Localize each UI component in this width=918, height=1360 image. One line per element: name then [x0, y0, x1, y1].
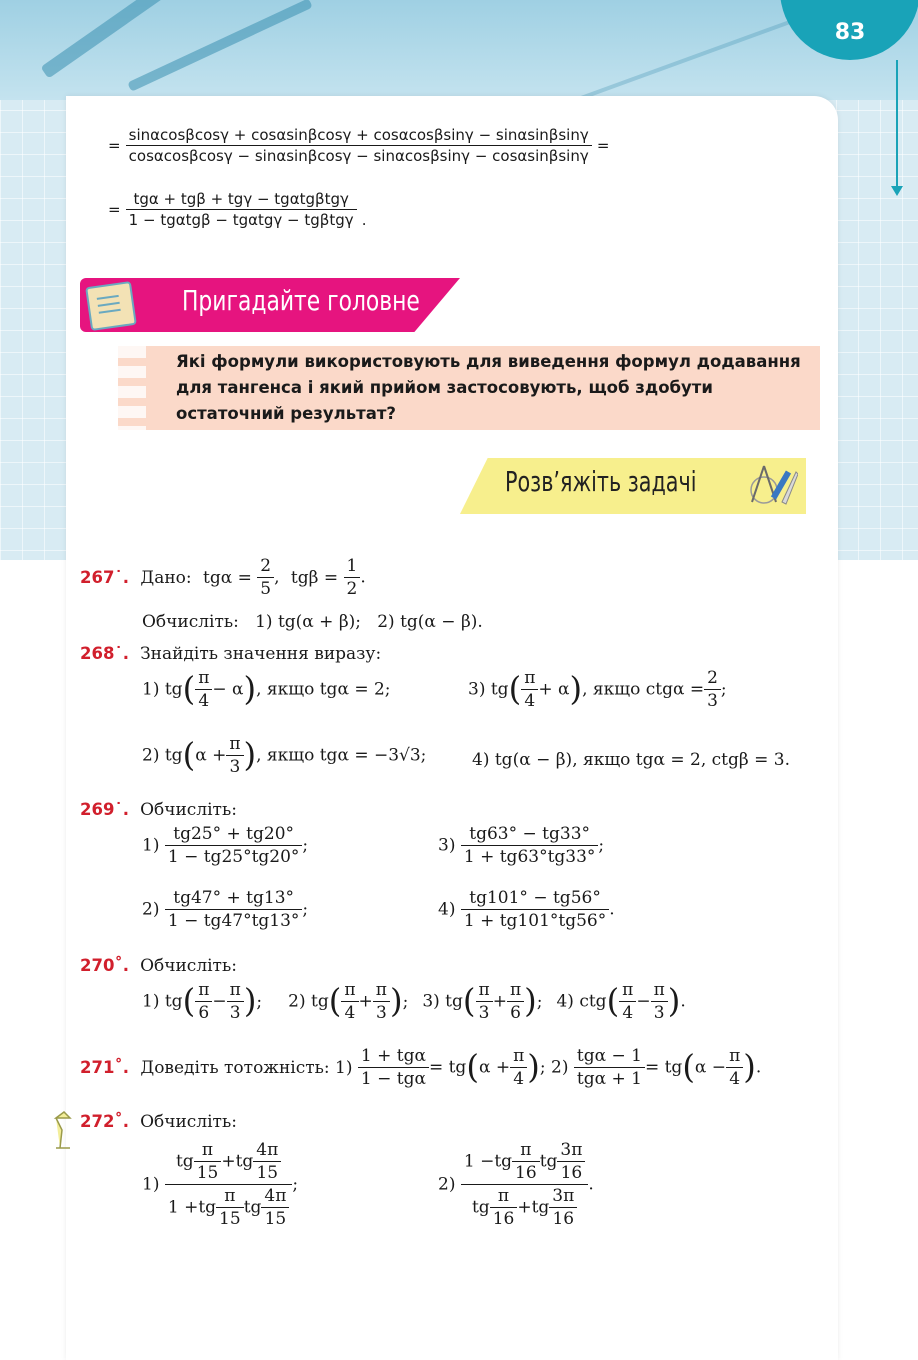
fraction-numerator	[165, 1140, 293, 1185]
problem-268-item-3	[468, 668, 727, 711]
fraction-numerator: 1	[344, 556, 361, 578]
problem-270-items	[142, 980, 686, 1023]
period: .	[609, 899, 615, 920]
fraction-denominator: 6	[510, 1003, 521, 1023]
fraction-numerator: 4π	[261, 1186, 289, 1208]
semicolon: ;	[292, 1174, 299, 1195]
math-text: tg	[243, 1197, 262, 1218]
derivation-fraction-1	[126, 126, 592, 165]
paren-left: (	[466, 1048, 479, 1087]
problem-268-item-4: 4) tg(α − β), якщо tgα = 2, ctgβ = 3.	[472, 750, 790, 770]
problem-number: 272˚.	[80, 1112, 129, 1131]
paren-right: )	[569, 670, 583, 709]
fraction	[512, 1140, 540, 1183]
derivation-fraction-2	[126, 190, 357, 229]
item-label: 1) tg	[142, 991, 183, 1012]
fraction	[358, 1046, 429, 1089]
math-text: tgα =	[203, 567, 252, 588]
fraction-numerator: π	[521, 668, 538, 690]
semicolon: ;	[720, 679, 727, 700]
problem-268-item-2	[142, 734, 426, 777]
fraction-denominator	[165, 1185, 293, 1229]
fraction-numerator: π	[341, 980, 358, 1002]
fraction-numerator: π	[510, 1046, 527, 1068]
fraction-numerator: 2	[257, 556, 274, 578]
fraction-denominator: 16	[552, 1209, 575, 1229]
paren-right: )	[524, 982, 537, 1021]
math-text: tg	[175, 1151, 194, 1172]
side-arrow-line	[896, 60, 898, 190]
comma: ,	[274, 567, 280, 588]
fraction	[373, 980, 390, 1023]
math-text: tg	[531, 1197, 550, 1218]
math-text: tg	[539, 1151, 558, 1172]
fraction	[261, 1186, 289, 1229]
problem-269-item-1	[142, 824, 308, 867]
fraction	[227, 980, 244, 1023]
fraction	[726, 1046, 743, 1089]
paren-left: (	[682, 1048, 695, 1087]
math-text: tgβ =	[290, 567, 339, 588]
fraction	[461, 888, 609, 931]
paren-right: )	[527, 1048, 540, 1087]
problem-270	[80, 956, 237, 976]
math-text: α −	[694, 1057, 727, 1078]
problem-269-item-2	[142, 888, 308, 931]
fraction-numerator: π	[619, 980, 636, 1002]
fraction-numerator: 4π	[253, 1140, 281, 1162]
fraction-denominator: 4	[513, 1069, 525, 1089]
fraction-numerator: tg25° + tg20°	[165, 824, 303, 846]
derivation-line-1	[108, 126, 609, 165]
problem-text: Знайдіть значення виразу:	[140, 644, 382, 664]
math-text: tg	[494, 1151, 513, 1172]
fraction-denominator: 4	[524, 691, 536, 711]
fraction	[549, 1186, 577, 1229]
paren-left: (	[508, 670, 522, 709]
fraction-denominator: 3	[653, 1003, 665, 1023]
problem-269-item-4	[438, 888, 615, 931]
math-text: , якщо tgα = 2;	[256, 679, 391, 700]
operator: −	[636, 991, 651, 1012]
item-label: 3) tg	[422, 991, 463, 1012]
fraction-numerator: π	[726, 1046, 743, 1068]
fraction	[574, 1046, 645, 1089]
math-text: − α	[212, 679, 244, 700]
item-label: 2)	[438, 1174, 456, 1195]
operator: +	[221, 1151, 236, 1172]
problem-271	[80, 1046, 761, 1089]
fraction-numerator: π	[216, 1186, 244, 1208]
fraction-denominator: cosαcosβcosγ − sinαsinβcosγ − sinαcosβsinγ − cosαsinβsinγ	[128, 147, 589, 165]
fraction	[557, 1140, 585, 1183]
fraction-numerator: tg47° + tg13°	[165, 888, 303, 910]
fraction-denominator: 1 − tgα	[360, 1069, 426, 1089]
semicolon: ;	[536, 991, 543, 1012]
fraction	[257, 556, 274, 599]
problem-267	[80, 556, 366, 599]
equals-sign: =	[108, 200, 121, 219]
fraction	[619, 980, 636, 1023]
math-text: α +	[478, 1057, 511, 1078]
fraction-numerator: π	[227, 980, 244, 1002]
math-text: α +	[195, 745, 227, 766]
item-label: 4) ctg	[556, 991, 607, 1012]
fraction-denominator: 15	[256, 1163, 279, 1183]
operator: −	[212, 991, 227, 1012]
fraction-denominator: 1 − tg25°tg20°	[167, 847, 300, 867]
equals-sign: =	[108, 136, 121, 155]
paren-right: )	[667, 982, 681, 1021]
drawing-tools-icon	[742, 462, 798, 510]
paren-left: (	[328, 982, 342, 1021]
item-label: 1)	[142, 1174, 160, 1195]
math-text: + α	[538, 679, 570, 700]
fraction	[461, 1140, 589, 1229]
paren-left: (	[462, 982, 476, 1021]
item-label: 2)	[142, 899, 160, 920]
lamp-icon	[52, 1108, 74, 1152]
fraction-numerator: 2	[704, 668, 721, 690]
fraction-numerator: tgα + tgβ + tgγ − tgαtgβtgγ	[126, 190, 357, 210]
solve-title: Розв’яжіть задачі	[505, 465, 697, 498]
fraction-denominator: 1 − tg47°tg13°	[167, 911, 300, 931]
math-text: , якщо ctgα =	[582, 679, 705, 700]
fraction-denominator: 3	[478, 1003, 490, 1023]
given-label: Дано:	[140, 567, 192, 588]
fraction	[165, 1140, 293, 1229]
arrow-down-icon	[891, 186, 903, 196]
problem-268	[80, 644, 381, 664]
fraction-denominator: 2	[346, 579, 358, 599]
fraction	[461, 824, 599, 867]
math-text: 1 −	[463, 1151, 495, 1172]
paren-right: )	[243, 982, 257, 1021]
fraction-denominator: 3	[375, 1003, 387, 1023]
paren-left: (	[182, 982, 196, 1021]
fraction	[476, 980, 493, 1023]
period: .	[360, 567, 366, 588]
paren-left: (	[182, 670, 196, 709]
fraction-numerator: tg101° − tg56°	[461, 888, 609, 910]
fraction-numerator: tgα − 1	[574, 1046, 645, 1068]
fraction-denominator: 16	[492, 1209, 515, 1229]
period: .	[588, 1174, 594, 1195]
fraction	[165, 824, 303, 867]
fraction	[510, 1046, 527, 1089]
fraction-numerator	[461, 1140, 589, 1185]
paren-right: )	[243, 670, 257, 709]
problem-number: 268˙.	[80, 644, 129, 663]
problem-number: 267˙.	[80, 568, 129, 587]
fraction-denominator: 4	[344, 1003, 356, 1023]
notebook-icon	[85, 281, 137, 331]
fraction-denominator: 1 + tg63°tg33°	[463, 847, 596, 867]
fraction-denominator: 16	[560, 1163, 583, 1183]
fraction-denominator: 16	[515, 1163, 537, 1183]
fraction-denominator: 15	[264, 1209, 287, 1229]
fraction-numerator: 3π	[549, 1186, 577, 1208]
fraction-denominator: 15	[196, 1163, 219, 1183]
fraction	[253, 1140, 281, 1183]
fraction-numerator: π	[195, 980, 212, 1002]
item-label: 4)	[438, 899, 456, 920]
semicolon: ;	[302, 899, 309, 920]
item-label: 2) tg	[288, 991, 329, 1012]
semicolon: ;	[302, 835, 309, 856]
problem-272	[80, 1112, 237, 1132]
math-text: 1 +	[167, 1197, 199, 1218]
problem-text: Доведіть тотожність: 1)	[140, 1057, 353, 1078]
fraction-numerator: π	[476, 980, 493, 1002]
fraction-numerator: tg63° − tg33°	[461, 824, 599, 846]
fraction-denominator: 3	[229, 1003, 241, 1023]
fraction	[521, 668, 538, 711]
fraction	[341, 980, 358, 1023]
fraction-denominator: 3	[707, 691, 718, 711]
problem-268-item-1	[142, 668, 391, 711]
fraction-numerator: π	[512, 1140, 540, 1162]
semicolon: ;	[598, 835, 605, 856]
fraction-numerator: π	[373, 980, 390, 1002]
fraction-denominator: 3	[229, 757, 241, 777]
fraction-denominator: 4	[198, 691, 210, 711]
fraction	[651, 980, 668, 1023]
math-text: = tg	[644, 1057, 683, 1078]
equals-sign: =	[596, 136, 610, 155]
fraction-denominator: 1 + tg101°tg56°	[463, 911, 607, 931]
math-text: 1) tg	[142, 679, 183, 700]
math-text: , якщо tgα = −3√3;	[256, 745, 427, 766]
math-text: tg	[471, 1197, 490, 1218]
operator: +	[492, 991, 507, 1012]
remember-question: Які формули використовують для виведення формул додавання для тангенса і який прийом застосовують, щоб здобути остаточний результат?	[176, 352, 801, 423]
period: .	[361, 211, 367, 229]
item-label: 3)	[438, 835, 456, 856]
math-text: ; 2)	[539, 1057, 569, 1078]
fraction	[704, 668, 721, 711]
fraction-numerator: 1 + tgα	[358, 1046, 429, 1068]
fraction	[226, 734, 243, 777]
problem-number: 270˚.	[80, 956, 129, 975]
problem-272-item-2	[438, 1140, 594, 1229]
fraction-denominator	[461, 1185, 589, 1229]
problem-number: 269˙.	[80, 800, 129, 819]
fraction-numerator: 3π	[557, 1140, 585, 1162]
fraction-denominator: 1 − tgαtgβ − tgαtgγ − tgβtgγ	[128, 211, 354, 229]
fraction-numerator: sinαcosβcosγ + cosαsinβcosγ + cosαcosβsinγ − sinαsinβsinγ	[126, 126, 592, 146]
fraction	[490, 1186, 518, 1229]
fraction	[195, 980, 212, 1023]
fraction	[165, 888, 303, 931]
problem-269-item-3	[438, 824, 604, 867]
derivation-line-2	[108, 190, 367, 229]
problem-267-task: Обчисліть: 1) tg(α + β); 2) tg(α − β).	[142, 612, 483, 632]
math-text: tg	[235, 1151, 254, 1172]
fraction-denominator: 6	[198, 1003, 210, 1023]
period: .	[755, 1057, 762, 1078]
remember-title: Пригадайте головне	[182, 284, 420, 317]
math-text: 2) tg	[142, 745, 183, 766]
problem-269	[80, 800, 237, 820]
fraction-denominator: 15	[219, 1209, 241, 1229]
fraction-numerator: π	[651, 980, 668, 1002]
problem-text: Обчисліть:	[140, 956, 237, 976]
semicolon: ;	[402, 991, 409, 1012]
fraction	[216, 1186, 244, 1229]
problem-number: 271˚.	[80, 1058, 129, 1077]
fraction-denominator: 4	[622, 1003, 634, 1023]
paren-right: )	[743, 1048, 756, 1087]
problem-text: Обчисліть:	[140, 1112, 237, 1132]
problem-272-item-1	[142, 1140, 298, 1229]
operator: +	[358, 991, 373, 1012]
page-number: 83	[834, 20, 866, 45]
math-text: tg	[198, 1197, 217, 1218]
fraction-numerator: π	[194, 1140, 222, 1162]
fraction-denominator: 5	[260, 579, 272, 599]
item-label: 1)	[142, 835, 160, 856]
fraction	[195, 668, 212, 711]
semicolon: ;	[256, 991, 263, 1012]
fraction-denominator: tgα + 1	[576, 1069, 642, 1089]
fraction-numerator: π	[507, 980, 524, 1002]
period: .	[680, 991, 686, 1012]
fraction-numerator: π	[490, 1186, 518, 1208]
fraction	[194, 1140, 222, 1183]
paren-right: )	[243, 736, 257, 775]
fraction	[507, 980, 524, 1023]
operator: +	[517, 1197, 532, 1218]
math-text: 3) tg	[468, 679, 509, 700]
fraction-numerator: π	[195, 668, 212, 690]
paren-left: (	[606, 982, 620, 1021]
math-text: = tg	[428, 1057, 467, 1078]
fraction-numerator: π	[226, 734, 243, 756]
paren-right: )	[389, 982, 403, 1021]
fraction	[344, 556, 361, 599]
problem-text: Обчисліть:	[140, 800, 237, 820]
paren-left: (	[182, 736, 196, 775]
fraction-denominator: 4	[729, 1069, 741, 1089]
remember-box-stripes	[118, 346, 146, 430]
